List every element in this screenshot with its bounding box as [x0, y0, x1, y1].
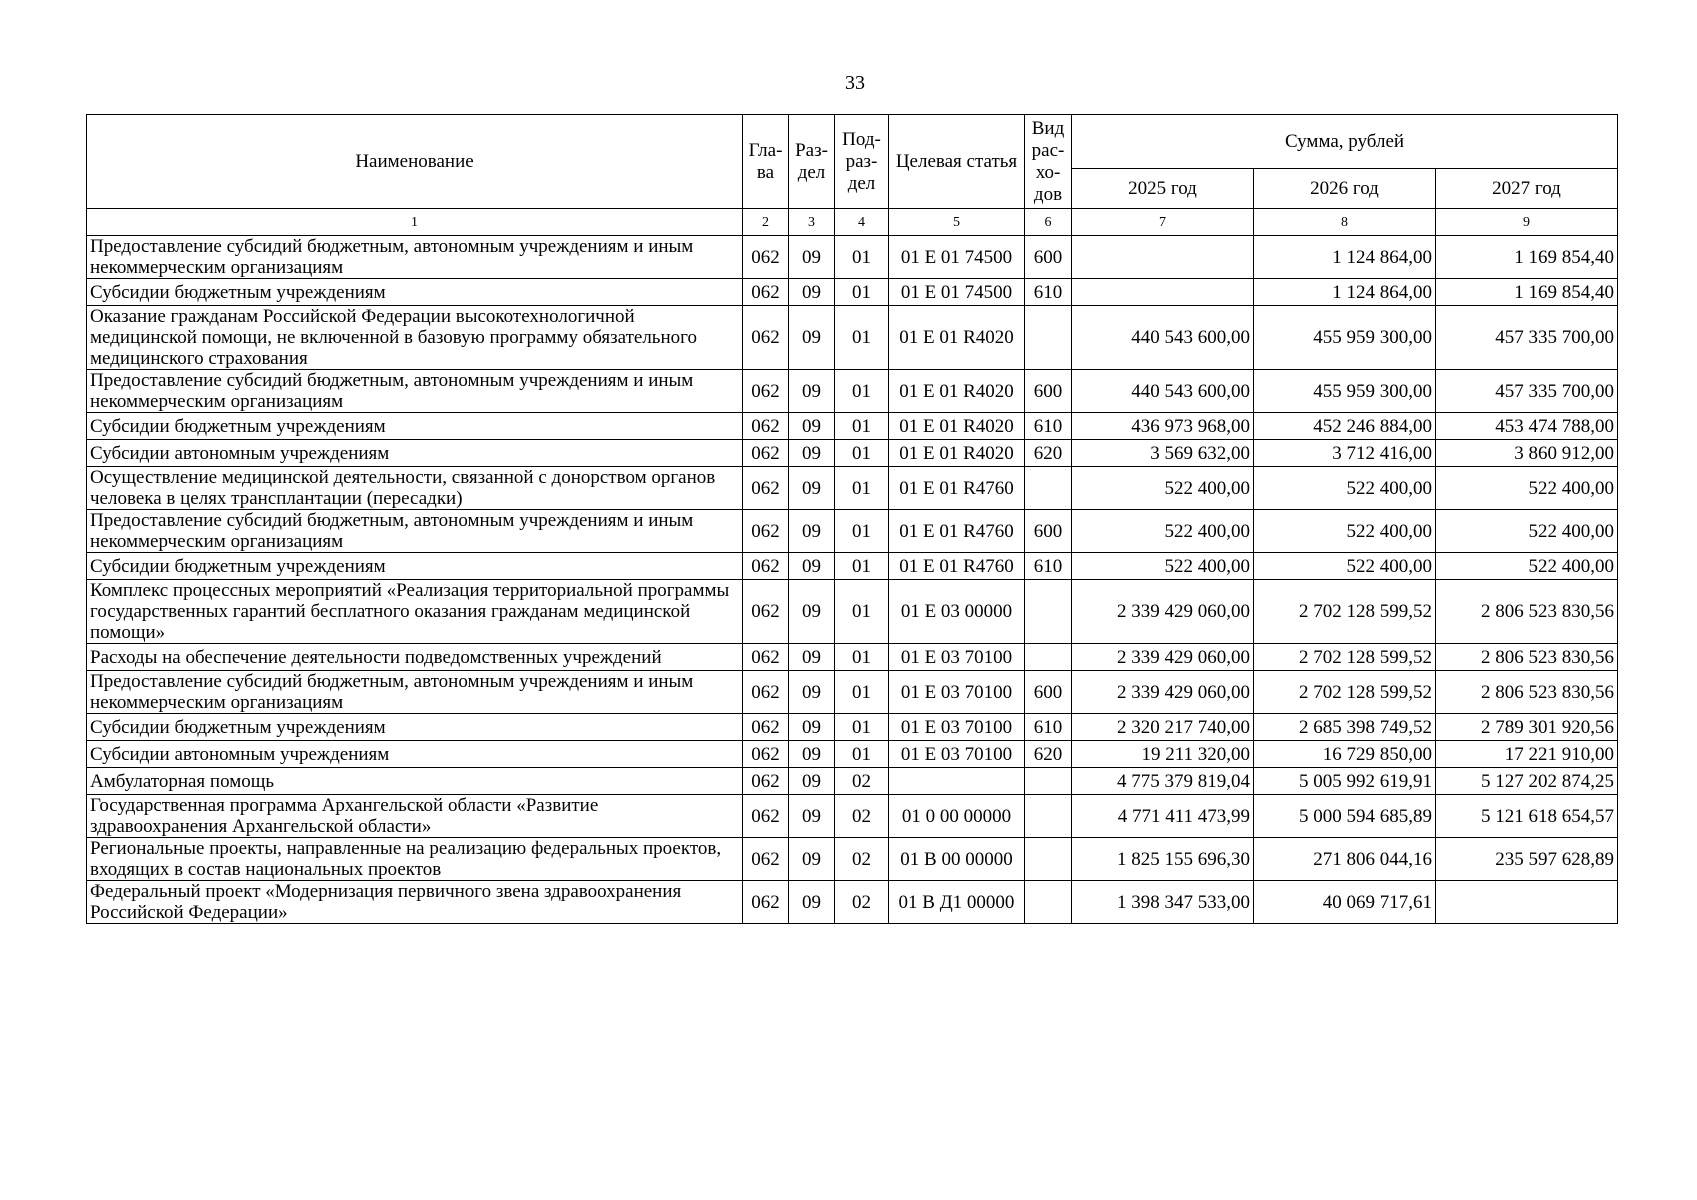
header-name: Наименование [87, 115, 743, 209]
row-chapter: 062 [743, 440, 789, 467]
row-subsection: 01 [835, 553, 889, 580]
row-amount-2025: 4 775 379 819,04 [1072, 768, 1254, 795]
header-expense-type: Вид рас- хо- дов [1025, 115, 1072, 209]
row-amount-2025: 2 339 429 060,00 [1072, 644, 1254, 671]
row-name: Субсидии автономным учреждениям [87, 440, 743, 467]
row-chapter: 062 [743, 580, 789, 644]
row-amount-2026: 5 000 594 685,89 [1254, 795, 1436, 838]
row-name: Предоставление субсидий бюджетным, автономным учреждениям и иным некоммерческим организациям [87, 671, 743, 714]
row-section: 09 [789, 510, 835, 553]
row-amount-2027: 2 806 523 830,56 [1436, 671, 1618, 714]
row-expense-type: 610 [1025, 553, 1072, 580]
row-amount-2026: 455 959 300,00 [1254, 306, 1436, 370]
row-name: Расходы на обеспечение деятельности подведомственных учреждений [87, 644, 743, 671]
column-number: 3 [789, 209, 835, 236]
row-expense-type [1025, 768, 1072, 795]
row-chapter: 062 [743, 413, 789, 440]
row-target: 01 Е 01 R4760 [889, 510, 1025, 553]
row-subsection: 02 [835, 795, 889, 838]
row-chapter: 062 [743, 510, 789, 553]
row-subsection: 01 [835, 644, 889, 671]
row-expense-type [1025, 580, 1072, 644]
header-subsection: Под- раз- дел [835, 115, 889, 209]
row-amount-2027: 2 806 523 830,56 [1436, 580, 1618, 644]
header-section: Раз- дел [789, 115, 835, 209]
table-row [87, 440, 1618, 467]
row-chapter: 062 [743, 467, 789, 510]
row-amount-2026: 455 959 300,00 [1254, 370, 1436, 413]
row-target: 01 Е 03 70100 [889, 671, 1025, 714]
row-target: 01 Е 01 74500 [889, 236, 1025, 279]
table-body [87, 236, 1618, 924]
row-target: 01 Е 01 R4020 [889, 413, 1025, 440]
row-amount-2027: 1 169 854,40 [1436, 236, 1618, 279]
row-amount-2026: 1 124 864,00 [1254, 236, 1436, 279]
row-amount-2025: 19 211 320,00 [1072, 741, 1254, 768]
row-target [889, 768, 1025, 795]
row-chapter: 062 [743, 741, 789, 768]
row-amount-2026: 1 124 864,00 [1254, 279, 1436, 306]
row-amount-2027: 3 860 912,00 [1436, 440, 1618, 467]
row-amount-2026: 2 685 398 749,52 [1254, 714, 1436, 741]
row-expense-type: 610 [1025, 413, 1072, 440]
row-amount-2027: 457 335 700,00 [1436, 306, 1618, 370]
row-amount-2027 [1436, 881, 1618, 924]
column-number: 8 [1254, 209, 1436, 236]
row-amount-2025 [1072, 279, 1254, 306]
row-target: 01 Е 01 R4760 [889, 467, 1025, 510]
row-target: 01 Е 01 74500 [889, 279, 1025, 306]
header-2026: 2026 год [1254, 169, 1436, 209]
row-subsection: 01 [835, 467, 889, 510]
column-number: 5 [889, 209, 1025, 236]
row-section: 09 [789, 236, 835, 279]
row-chapter: 062 [743, 768, 789, 795]
row-name: Предоставление субсидий бюджетным, автономным учреждениям и иным некоммерческим организациям [87, 236, 743, 279]
row-subsection: 01 [835, 510, 889, 553]
row-amount-2025: 2 339 429 060,00 [1072, 580, 1254, 644]
row-target: 01 Е 03 00000 [889, 580, 1025, 644]
row-subsection: 01 [835, 580, 889, 644]
row-subsection: 01 [835, 440, 889, 467]
row-name: Предоставление субсидий бюджетным, автономным учреждениям и иным некоммерческим организациям [87, 510, 743, 553]
row-expense-type [1025, 795, 1072, 838]
table-row [87, 306, 1618, 370]
row-section: 09 [789, 440, 835, 467]
row-amount-2027: 522 400,00 [1436, 467, 1618, 510]
table-row [87, 881, 1618, 924]
row-amount-2025: 440 543 600,00 [1072, 370, 1254, 413]
row-section: 09 [789, 768, 835, 795]
table-row [87, 768, 1618, 795]
row-amount-2025: 3 569 632,00 [1072, 440, 1254, 467]
row-amount-2027: 2 806 523 830,56 [1436, 644, 1618, 671]
row-target: 01 Е 03 70100 [889, 741, 1025, 768]
row-section: 09 [789, 714, 835, 741]
row-name: Государственная программа Архангельской области «Развитие здравоохранения Архангельской области» [87, 795, 743, 838]
row-amount-2027: 5 127 202 874,25 [1436, 768, 1618, 795]
row-amount-2026: 3 712 416,00 [1254, 440, 1436, 467]
table-row [87, 580, 1618, 644]
row-subsection: 01 [835, 306, 889, 370]
row-section: 09 [789, 279, 835, 306]
row-amount-2025: 436 973 968,00 [1072, 413, 1254, 440]
row-subsection: 02 [835, 838, 889, 881]
column-number: 1 [87, 209, 743, 236]
row-name: Региональные проекты, направленные на реализацию федеральных проектов, входящих в состав национальных проектов [87, 838, 743, 881]
row-name: Субсидии бюджетным учреждениям [87, 553, 743, 580]
row-amount-2027: 2 789 301 920,56 [1436, 714, 1618, 741]
header-chapter: Гла- ва [743, 115, 789, 209]
row-name: Амбулаторная помощь [87, 768, 743, 795]
row-target: 01 Е 01 R4020 [889, 306, 1025, 370]
row-chapter: 062 [743, 370, 789, 413]
table-header [87, 115, 1618, 236]
row-name: Федеральный проект «Модернизация первичного звена здравоохранения Российской Федерации» [87, 881, 743, 924]
row-subsection: 01 [835, 671, 889, 714]
row-amount-2027: 235 597 628,89 [1436, 838, 1618, 881]
row-expense-type [1025, 838, 1072, 881]
column-number: 4 [835, 209, 889, 236]
row-name: Субсидии бюджетным учреждениям [87, 714, 743, 741]
header-sum: Сумма, рублей [1072, 115, 1618, 169]
row-name: Оказание гражданам Российской Федерации высокотехнологичной медицинской помощи, не включенной в базовую программу обязательного медицинского страхования [87, 306, 743, 370]
row-chapter: 062 [743, 553, 789, 580]
row-amount-2025: 522 400,00 [1072, 553, 1254, 580]
row-amount-2026: 271 806 044,16 [1254, 838, 1436, 881]
table-row [87, 671, 1618, 714]
row-subsection: 01 [835, 279, 889, 306]
row-expense-type [1025, 306, 1072, 370]
table-row [87, 510, 1618, 553]
row-expense-type: 600 [1025, 510, 1072, 553]
row-subsection: 02 [835, 881, 889, 924]
row-target: 01 Е 01 R4020 [889, 440, 1025, 467]
row-amount-2026: 2 702 128 599,52 [1254, 580, 1436, 644]
row-expense-type: 600 [1025, 236, 1072, 279]
row-amount-2027: 1 169 854,40 [1436, 279, 1618, 306]
row-subsection: 01 [835, 741, 889, 768]
row-expense-type: 620 [1025, 741, 1072, 768]
row-amount-2027: 522 400,00 [1436, 553, 1618, 580]
table-row [87, 279, 1618, 306]
table-row [87, 795, 1618, 838]
row-expense-type: 600 [1025, 370, 1072, 413]
row-amount-2026: 2 702 128 599,52 [1254, 644, 1436, 671]
row-section: 09 [789, 671, 835, 714]
row-subsection: 01 [835, 236, 889, 279]
row-chapter: 062 [743, 671, 789, 714]
row-chapter: 062 [743, 795, 789, 838]
row-chapter: 062 [743, 279, 789, 306]
table-row [87, 838, 1618, 881]
row-subsection: 01 [835, 413, 889, 440]
row-amount-2026: 522 400,00 [1254, 467, 1436, 510]
table-row [87, 370, 1618, 413]
column-number: 6 [1025, 209, 1072, 236]
row-amount-2027: 522 400,00 [1436, 510, 1618, 553]
row-chapter: 062 [743, 644, 789, 671]
row-subsection: 02 [835, 768, 889, 795]
row-target: 01 Е 01 R4020 [889, 370, 1025, 413]
row-amount-2027: 457 335 700,00 [1436, 370, 1618, 413]
row-amount-2026: 2 702 128 599,52 [1254, 671, 1436, 714]
row-amount-2025: 2 339 429 060,00 [1072, 671, 1254, 714]
page-number: 33 [845, 72, 865, 94]
row-section: 09 [789, 553, 835, 580]
row-amount-2026: 522 400,00 [1254, 553, 1436, 580]
row-section: 09 [789, 741, 835, 768]
row-expense-type [1025, 644, 1072, 671]
row-target: 01 В Д1 00000 [889, 881, 1025, 924]
row-target: 01 Е 03 70100 [889, 714, 1025, 741]
row-expense-type [1025, 467, 1072, 510]
row-expense-type [1025, 881, 1072, 924]
column-number: 9 [1436, 209, 1618, 236]
header-target: Целевая статья [889, 115, 1025, 209]
row-section: 09 [789, 838, 835, 881]
row-section: 09 [789, 413, 835, 440]
table-row [87, 741, 1618, 768]
row-chapter: 062 [743, 714, 789, 741]
row-target: 01 Е 03 70100 [889, 644, 1025, 671]
row-amount-2027: 17 221 910,00 [1436, 741, 1618, 768]
column-number: 2 [743, 209, 789, 236]
row-expense-type: 610 [1025, 714, 1072, 741]
header-2027: 2027 год [1436, 169, 1618, 209]
table-row [87, 553, 1618, 580]
row-section: 09 [789, 580, 835, 644]
row-amount-2027: 5 121 618 654,57 [1436, 795, 1618, 838]
row-amount-2025: 2 320 217 740,00 [1072, 714, 1254, 741]
table-row [87, 467, 1618, 510]
row-amount-2025: 522 400,00 [1072, 510, 1254, 553]
row-section: 09 [789, 795, 835, 838]
row-name: Субсидии бюджетным учреждениям [87, 413, 743, 440]
row-expense-type: 620 [1025, 440, 1072, 467]
row-chapter: 062 [743, 236, 789, 279]
table-row [87, 236, 1618, 279]
row-name: Субсидии бюджетным учреждениям [87, 279, 743, 306]
row-section: 09 [789, 306, 835, 370]
row-name: Субсидии автономным учреждениям [87, 741, 743, 768]
row-target: 01 В 00 00000 [889, 838, 1025, 881]
row-section: 09 [789, 467, 835, 510]
table-row [87, 644, 1618, 671]
row-subsection: 01 [835, 714, 889, 741]
column-number: 7 [1072, 209, 1254, 236]
row-name: Предоставление субсидий бюджетным, автономным учреждениям и иным некоммерческим организациям [87, 370, 743, 413]
row-amount-2025: 1 825 155 696,30 [1072, 838, 1254, 881]
row-amount-2026: 452 246 884,00 [1254, 413, 1436, 440]
table-row [87, 413, 1618, 440]
row-subsection: 01 [835, 370, 889, 413]
row-name: Осуществление медицинской деятельности, связанной с донорством органов человека в целях трансплантации (пересадки) [87, 467, 743, 510]
row-amount-2025: 440 543 600,00 [1072, 306, 1254, 370]
row-amount-2026: 522 400,00 [1254, 510, 1436, 553]
row-amount-2026: 5 005 992 619,91 [1254, 768, 1436, 795]
header-2025: 2025 год [1072, 169, 1254, 209]
row-amount-2025: 1 398 347 533,00 [1072, 881, 1254, 924]
row-target: 01 Е 01 R4760 [889, 553, 1025, 580]
row-amount-2026: 16 729 850,00 [1254, 741, 1436, 768]
row-amount-2025 [1072, 236, 1254, 279]
row-expense-type: 610 [1025, 279, 1072, 306]
budget-table [86, 114, 1618, 924]
row-amount-2026: 40 069 717,61 [1254, 881, 1436, 924]
row-section: 09 [789, 881, 835, 924]
row-amount-2027: 453 474 788,00 [1436, 413, 1618, 440]
table-row [87, 714, 1618, 741]
row-expense-type: 600 [1025, 671, 1072, 714]
row-section: 09 [789, 644, 835, 671]
row-chapter: 062 [743, 838, 789, 881]
row-name: Комплекс процессных мероприятий «Реализация территориальной программы государственных гарантий бесплатного оказания гражданам медицинской помощи» [87, 580, 743, 644]
row-section: 09 [789, 370, 835, 413]
column-numbers-row [87, 209, 1618, 236]
row-chapter: 062 [743, 306, 789, 370]
row-chapter: 062 [743, 881, 789, 924]
row-amount-2025: 4 771 411 473,99 [1072, 795, 1254, 838]
row-amount-2025: 522 400,00 [1072, 467, 1254, 510]
row-target: 01 0 00 00000 [889, 795, 1025, 838]
